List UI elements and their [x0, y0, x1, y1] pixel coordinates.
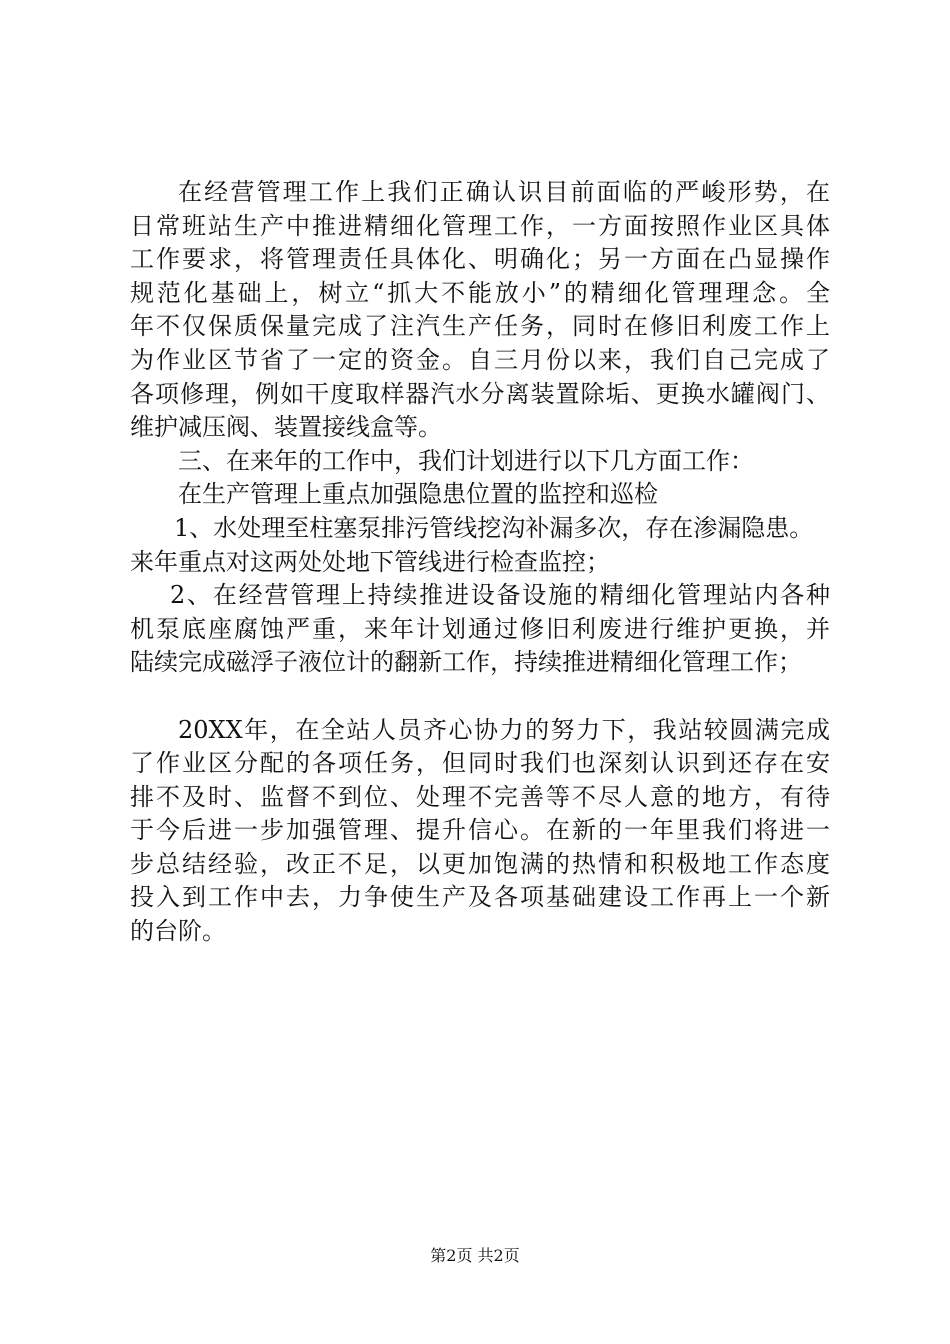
paragraph-spacer — [130, 680, 830, 714]
text-line: 来年重点对这两处处地下管线进行检查监控； — [130, 547, 610, 576]
section-heading: 三、在来年的工作中，我们计划进行以下几方面工作： — [178, 446, 754, 475]
list-item-1 — [130, 512, 830, 579]
text-line: 于今后进一步加强管理、提升信心。在新的一年里我们将进一 — [130, 816, 830, 845]
text-line: 在经营管理工作上我们正确认识目前面临的严峻形势，在 — [178, 178, 830, 206]
subheading-production — [130, 478, 830, 512]
subheading: 在生产管理上重点加强隐患位置的监控和巡检 — [178, 480, 658, 509]
text-line: 规范化基础上，树立“抓大不能放小”的精细化管理理念。全 — [130, 278, 830, 307]
text-line: 了作业区分配的各项任务，但同时我们也深刻认识到还存在安 — [130, 749, 830, 778]
list-item-2 — [130, 579, 830, 680]
text-line: 2、在经营管理上持续推进设备设施的精细化管理站内各种 — [170, 581, 830, 610]
text-line: 1、水处理至柱塞泵排污管线挖沟补漏多次，存在渗漏隐患。 — [174, 513, 814, 542]
text-line: 机泵底座腐蚀严重，来年计划通过修旧利废进行维护更换，并 — [130, 614, 830, 643]
section-heading-next-year — [130, 445, 830, 479]
text-line: 各项修理，例如干度取样器汽水分离装置除垢、更换水罐阀门、 — [130, 379, 830, 408]
text-line: 陆续完成磁浮子液位计的翻新工作，持续推进精细化管理工作； — [130, 648, 802, 677]
text-line: 投入到工作中去，力争使生产及各项基础建设工作再上一个新 — [130, 883, 830, 912]
text-line: 排不及时、监督不到位、处理不完善等不尽人意的地方，有待 — [130, 782, 830, 811]
text-line: 为作业区节省了一定的资金。自三月份以来，我们自己完成了 — [130, 345, 830, 374]
document-body — [130, 176, 830, 949]
text-line: 维护减压阀、装置接线盒等。 — [130, 413, 442, 442]
paragraph-management-review — [130, 176, 830, 445]
paragraph-summary — [130, 714, 830, 949]
text-line: 日常班站生产中推进精细化管理工作，一方面按照作业区具体 — [130, 211, 830, 240]
text-line: 的台阶。 — [130, 917, 226, 946]
text-line: 20XX年，在全站人员齐心协力的努力下，我站较圆满完成 — [178, 715, 830, 744]
text-line: 步总结经验，改正不足，以更加饱满的热情和积极地工作态度 — [130, 849, 830, 878]
text-line: 工作要求，将管理责任具体化、明确化；另一方面在凸显操作 — [130, 245, 830, 274]
text-line: 年不仅保质保量完成了注汽生产任务，同时在修旧利废工作上 — [130, 312, 830, 341]
page-number-footer: 第2页 共2页 — [430, 1246, 520, 1265]
